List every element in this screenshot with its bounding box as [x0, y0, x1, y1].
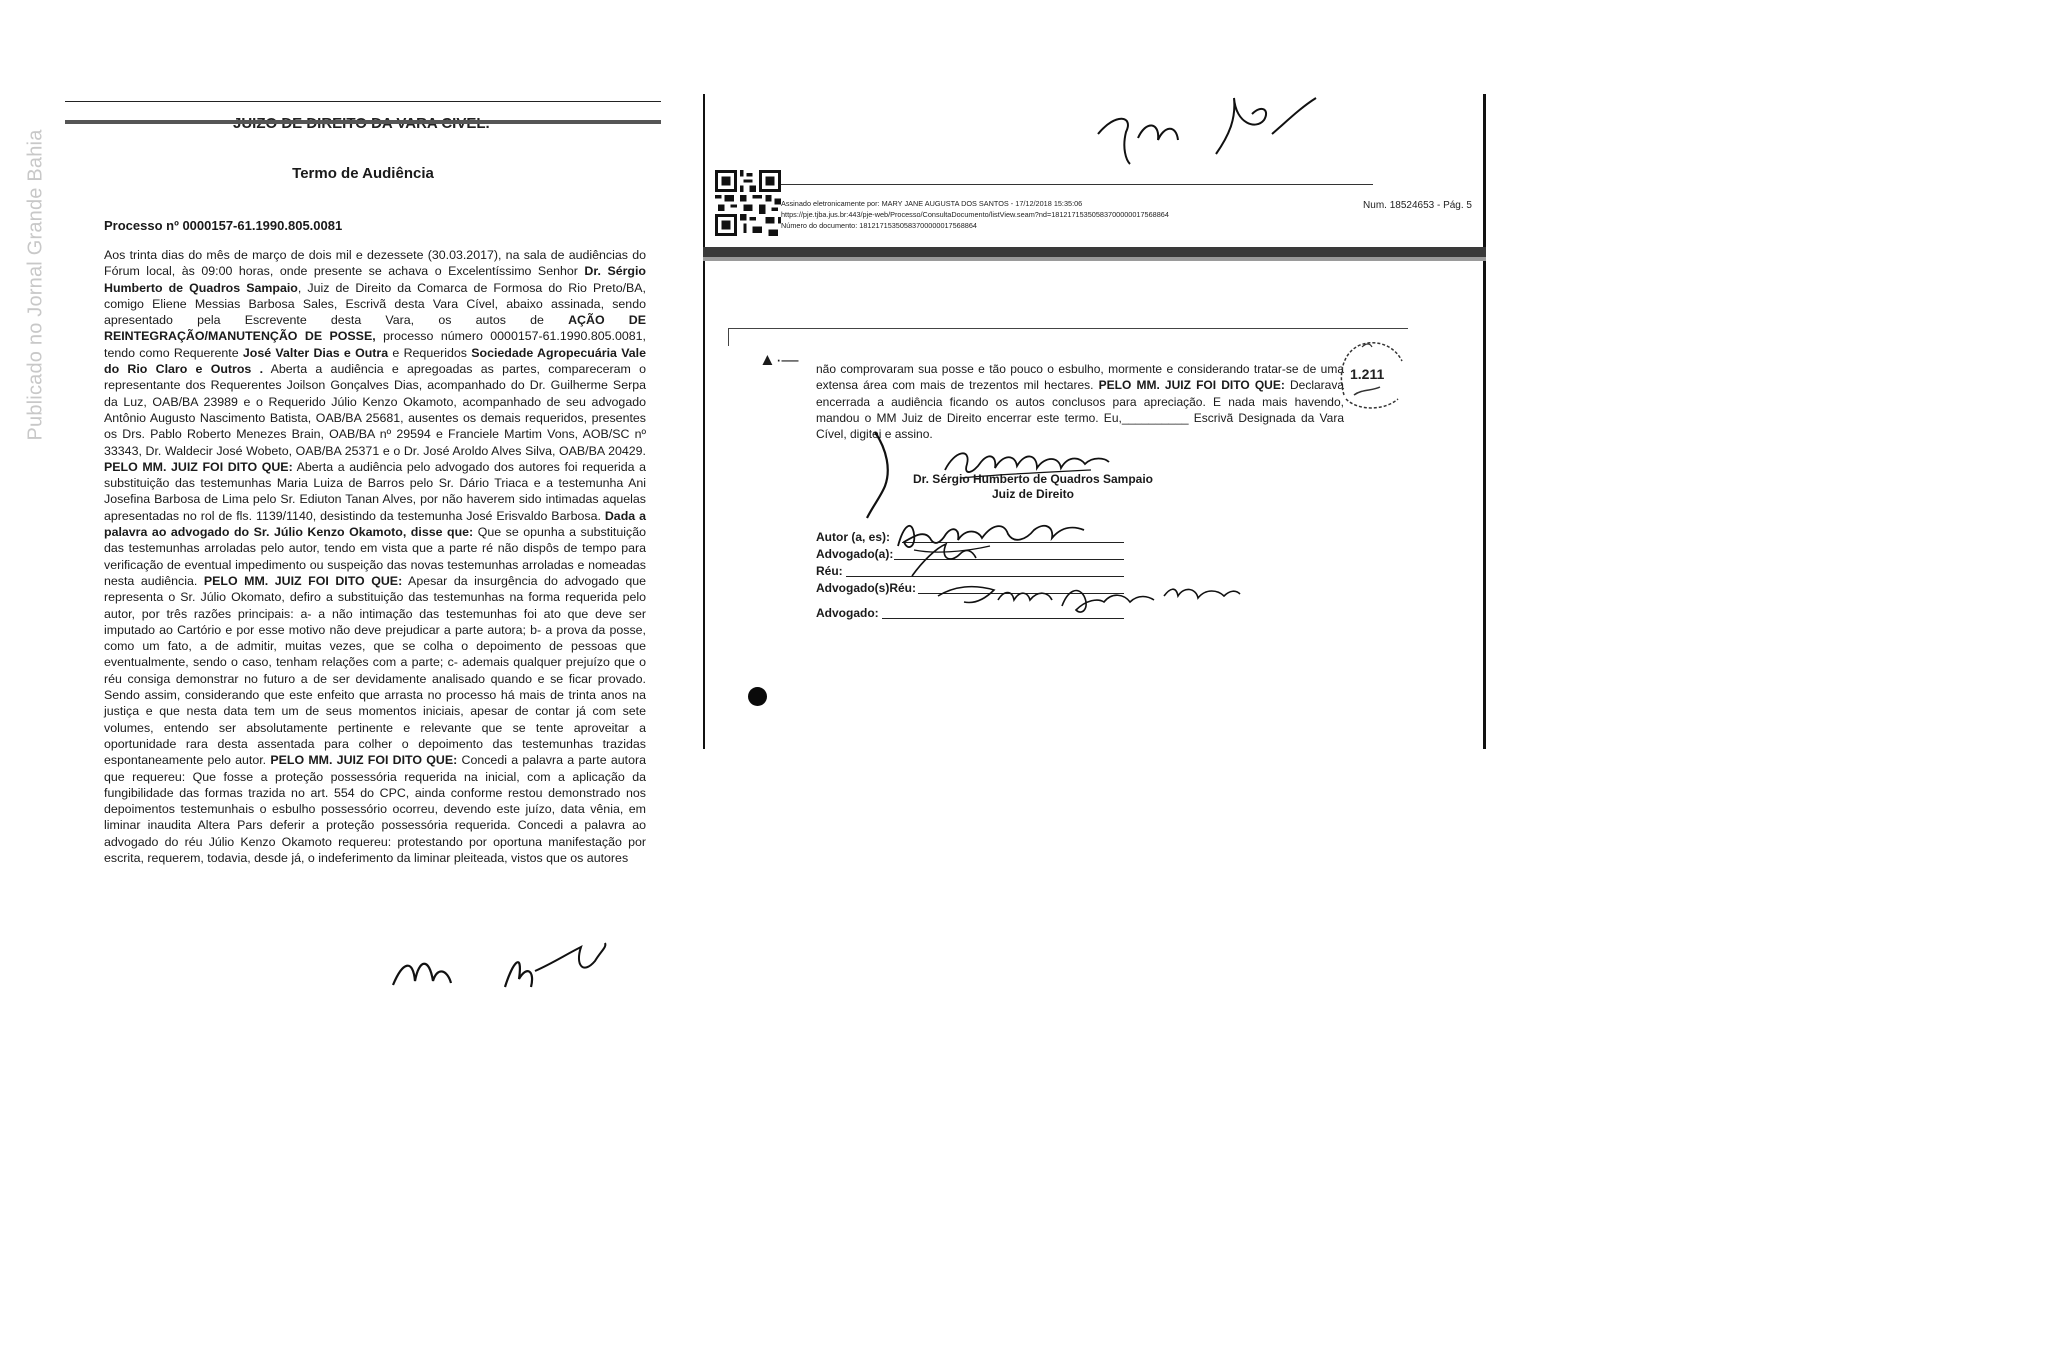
action-type: AÇÃO DE REINTEGRAÇÃO/MANUTENÇÃO DE POSSE, [104, 313, 647, 344]
text-run: Aos trinta dias do mês de março de dois mil e dezessete (30.03.2017), na sala de audiências do Fórum local, às 09:00 horas, onde presente se achava o Excelentíssimo Senhor [104, 248, 646, 279]
verification-url[interactable]: https://pje.tjba.jus.br:443/pje-web/Processo/ConsultaDocumento/listView.seam?nd=18121715350583700000017568864 [781, 210, 1169, 219]
text-run: e Requeridos [388, 345, 472, 360]
handwritten-signature-top [1086, 94, 1336, 169]
left-document-page [65, 101, 663, 991]
page-edge-left [703, 94, 705, 749]
lawyer-said-heading: Dada a palavra ao advogado do Sr. Júlio Kenzo Okamoto, disse que: [104, 508, 646, 540]
margin-mark-icon: ▲​·— [759, 350, 799, 369]
party-reu [816, 564, 843, 578]
right-document-page [703, 94, 1486, 749]
parties-signature-list [816, 530, 1356, 690]
page-corner-mark [728, 328, 729, 346]
text-run: não comprovaram sua posse e tão pouco o esbulho, mormente e considerando tratar-se de uma extensa área com mais de trezentos mil hectares. [816, 362, 1344, 393]
judge-said-heading: PELO MM. JUIZ FOI DITO QUE: [270, 753, 458, 768]
text-run: , Juiz de Direito da Comarca de Formosa do Rio Preto/BA, comigo Eliene Messias Barbosa Sales, Escrivã desta Vara Cível, abaixo assinada, sendo apresentado pela Escrevente desta Vara, os autos de [104, 280, 647, 328]
electronic-signature-info [781, 198, 1169, 231]
hearing-paragraph [104, 247, 646, 866]
judge-title: Juiz de Direito [991, 487, 1074, 501]
signature-line [882, 618, 1124, 619]
party-advogado [816, 606, 879, 620]
court-seal-stamp [1336, 335, 1408, 413]
judge-said-heading: PELO MM. JUIZ FOI DITO QUE: [1098, 378, 1285, 393]
bullet-hole-mark [748, 687, 767, 706]
party-advogado-a [816, 547, 893, 561]
plaintiff-name: José Valter Dias e Outra [242, 345, 389, 360]
hearing-text [104, 247, 646, 866]
page-reference: Num. 18524653 - Pág. 5 [1363, 200, 1472, 211]
party-autor [816, 530, 890, 544]
party-label: Advogado(a): [816, 547, 894, 561]
party-label: Advogado(s)Réu: [816, 581, 916, 595]
judge-name: Dr. Sérgio Humberto de Quadros Sampaio [912, 472, 1154, 486]
judge-said-heading: PELO MM. JUIZ FOI DITO QUE: [104, 459, 293, 474]
page-top-rule [728, 328, 1408, 329]
party-advogado-reu [816, 581, 916, 595]
text-run: Aberta a audiência e apregoadas as partes, compareceram o representante dos Requerentes Joilson Gonçalves Dias, acompanhado do Dr. Guilherme Serpa da Luz, OAB/BA 23989 e o Requerido Júlio Kenzo Okamoto, acompanhado de seu advogado Antônio Augusto Nascimento Batista, OAB/BA 25681, ausentes os demais requeridos, presentes os Drs. Pablo Roberto Menezes Brain, OAB/BA nº 29594 e Franciele Martim Vons, AOB/SC nº 33343, Dr. Waldecir José Wobeto, OAB/BA 25371 e o Dr. José Aroldo Alves Silva, OAB/BA 20429. [104, 362, 647, 458]
text-run: Declarava encerrada a audiência ficando os autos conclusos para apreciação. E nada mais havendo, mandou o MM Juiz de Direito encerrar este termo. Eu,__________ Escrivã Designada da Vara Cível, digitei e assino. [816, 378, 1344, 442]
judge-said-heading: PELO MM. JUIZ FOI DITO QUE: [203, 573, 403, 588]
scan-band [65, 120, 661, 124]
defendant-name: Sociedade Agropecuária Vale do Rio Claro e Outros . [104, 345, 647, 377]
top-rule [65, 101, 661, 102]
margin-flourish [865, 430, 905, 520]
text-run: Apesar da insurgência do advogado que representa o Sr. Júlio Okomato, defiro a substituição das testemunhas na forma requerida pelo autor, por três razões principais: a- a não intimação das testemunhas foi ato que deve ser imputado ao Cartório e por esse motivo não deve prejudicar a parte autora; b- a prova da posse, como um fato, a de admitir, muitas vezes, que se colha o depoimento de pessoas que eventualmente, sendo o caso, tenham relações com a parte; c- ademais qualquer prejuízo que o réu consiga demonstrar no futuro a de ser devidamente analisado quando e se ficar provado. Sendo assim, considerando que este enfeito que arrasta no processo há mais de trinta anos na justiça e que nesta data tem um de seus momentos iniciais, apesar de contar já com sete volumes, entendo ser absolutamente pertinente e relevante que se tente aproveitar a oportunidade rara desta assentada para colher o depoimento das testemunhas trazidas espontaneamente pelo autor. [104, 573, 646, 768]
watermark-text: Publicado no Jornal Grande Bahia [24, 129, 47, 441]
signature-line [781, 184, 1373, 185]
text-run: Aberta a audiência pelo advogado dos autores foi requerida a substituição das testemunhas Maria Luiza de Barros pelo Sr. Dário Triaca e a testemunha Ani Josefina Barbosa de Lima pelo Sr. Ediuton Tanan Alves, por não haverem sido intimadas aquelas apresentadas no rol de fls. 1139/1140, desistindo da testemunha José Erisvaldo Barbosa. [104, 459, 646, 523]
signed-by: Assinado eletronicamente por: MARY JANE AUGUSTA DOS SANTOS - 17/12/2018 15:35:06 [781, 199, 1083, 208]
seal-number: 1.211 [1350, 366, 1385, 382]
page-edge-right [1483, 94, 1486, 749]
handwritten-signature [385, 941, 645, 991]
process-number: Processo nº 0000157-61.1990.805.0081 [104, 218, 343, 233]
text-run: Que se opunha a substituição das testemunhas arroladas pelo autor, tendo em vista que a parte ré não dispôs de tempo para verificação de eventual impedimento ou suspeição das novas testemunhas arroladas e nomeadas nesta audiência. [104, 525, 646, 588]
qr-code [715, 170, 781, 236]
defendant-lawyer-signature [934, 576, 1244, 618]
judge-name-inline: Dr. Sérgio Humberto de Quadros Sampaio [104, 264, 647, 295]
scan-band-dark [703, 247, 1486, 257]
watermark [26, 100, 46, 470]
judge-signature-block [903, 472, 1163, 502]
party-label: Autor (a, es): [816, 530, 891, 544]
scan-band-light [703, 257, 1486, 261]
party-label: Réu: [816, 564, 843, 578]
document-number: Número do documento: 18121715350583700000017568864 [781, 221, 977, 230]
document-title: Termo de Audiência [292, 165, 434, 182]
party-label: Advogado: [816, 606, 879, 620]
text-run: processo número 0000157-61.1990.805.0081, tendo como Requerente [104, 329, 646, 360]
lawyer-signature-small [906, 540, 986, 580]
text-run: Concedi a palavra a parte autora que requereu: Que fosse a proteção possessória requerida na inicial, com a aplicação da fungibilidade das formas trazida no art. 554 do CPC, ainda conforme restou demonstrado nos depoimentos testemunhais o esbulho possessório ocorreu, devendo este juízo, data vênia, em liminar inaudita Altera Pars deferir a proteção possessória requerida. Concedi a palavra ao advogado do réu Júlio Kenzo Okamoto requereu: protestando por oportuna manifestação por escrita, requerem, todavia, desde já, o indeferimento da liminar pleiteada, vistos que os autores [104, 753, 646, 865]
